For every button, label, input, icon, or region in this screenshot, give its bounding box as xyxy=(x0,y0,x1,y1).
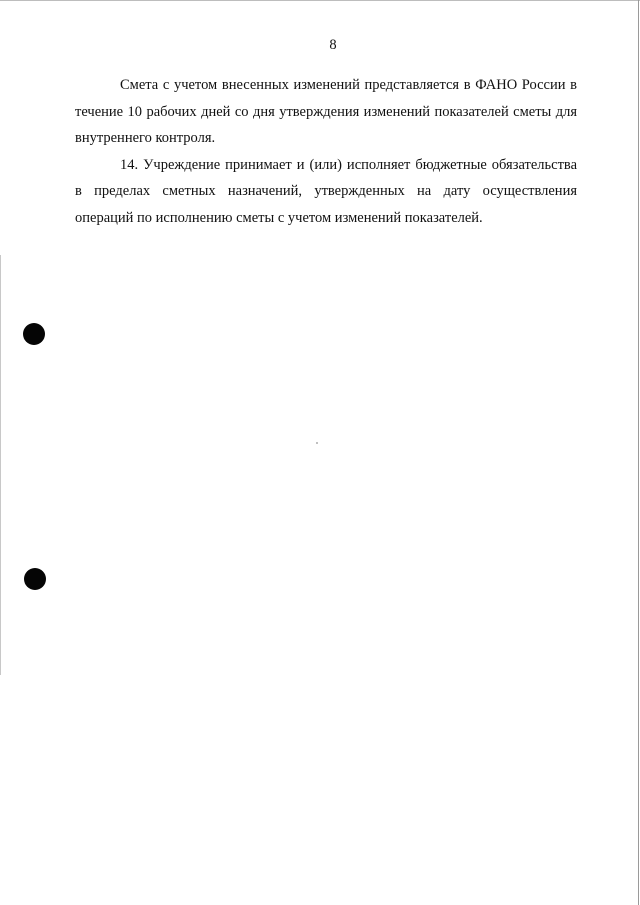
scan-top-edge xyxy=(0,0,640,1)
punch-hole-bottom xyxy=(24,568,46,590)
document-body xyxy=(75,72,577,231)
scan-left-edge xyxy=(0,255,1,675)
paragraph-14-budget-obligations: 14. Учреждение принимает и (или) исполняет бюджетные обязательства в пределах сметных назначений, утвержденных на дату осуществления операций по исполнению сметы с учетом изменений показателей. xyxy=(75,156,577,226)
punch-hole-top xyxy=(23,323,45,345)
page-number: 8 xyxy=(329,37,337,53)
scan-speck xyxy=(316,442,318,444)
paragraph-estimate-submission: Смета с учетом внесенных изменений представляется в ФАНО России в течение 10 рабочих дней со дня утверждения изменений показателей сметы для внутреннего контроля. xyxy=(75,77,577,146)
scan-right-edge xyxy=(638,0,639,905)
